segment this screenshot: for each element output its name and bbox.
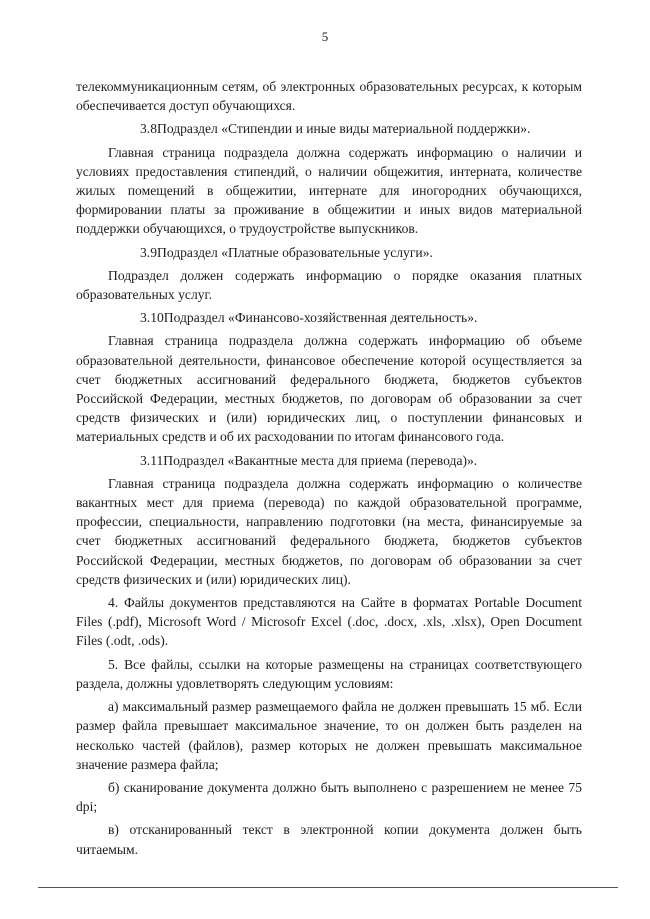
section-number: 3.8 (140, 121, 157, 137)
section-number: 3.9 (140, 244, 157, 260)
section-number: 3.11 (140, 452, 164, 468)
paragraph: Главная страница подраздела должна содержать информацию о наличии и условиях предоставления стипендий, о наличии общежития, интерната, количестве жилых помещений в общежитии, интернате для иногородних обучающихся, формировании платы за проживание в общежитии и иных видов материальной поддержки обучающихся, о трудоустройстве выпускников. (76, 144, 582, 237)
section-title: Подраздел «Вакантные места для приема (перевода)». (163, 452, 478, 468)
section-heading-3-10 (76, 308, 582, 327)
paragraph-subitem-b: б) сканирование документа должно быть выполнено с разрешением не менее 75 dpi; (76, 779, 582, 815)
paragraph-subitem-a: а) максимальный размер размещаемого файла не должен превышать 15 мб. Если размер файла превышает максимальное значение, то он должен быть разделен на несколько частей (файлов), размер которых не должен превышать максимальное значение размера файла; (76, 699, 582, 772)
section-title: Подраздел «Финансово-хозяйственная деятельность». (163, 310, 478, 326)
paragraph: Главная страница подраздела должна содержать информацию о количестве вакантных мест для приема (перевода) по каждой образовательной программе, профессии, специальности, направлению подготовки (на места, финансируемые за счет бюджетных ассигнований федерального бюджета, бюджетов субъектов Российской Федерации, местных бюджетов, по договорам об образовании за счет средств физических и (или) юридических лиц). (76, 475, 582, 587)
paragraph: Подраздел должен содержать информацию о порядке оказания платных образовательных услуг. (76, 267, 582, 303)
section-heading-3-11 (76, 451, 582, 470)
page-body (76, 77, 582, 863)
footer-divider (38, 887, 618, 888)
paragraph-item-4: 4. Файлы документов представляются на Сайте в форматах Portable Document Files (.pdf), Microsoft Word / Microsofr Excel (.doc, .docx, .xls, .xlsx), Open Document Files (.odt, .ods). (76, 595, 582, 649)
paragraph: Главная страница подраздела должна содержать информацию об объеме образовательной деятельности, финансовое обеспечение которой осуществляется за счет бюджетных ассигнований федерального бюджета, бюджетов субъектов Российской Федерации, местных бюджетов, по договорам об образовании за счет средств физических и (или) юридических лиц, о поступлении финансовых и материальных средств и об их расходовании по итогам финансового года. (76, 333, 582, 445)
section-heading-3-9 (76, 243, 582, 262)
section-title: Подраздел «Стипендии и иные виды материальной поддержки». (157, 121, 531, 137)
page-number: 5 (321, 29, 329, 44)
section-number: 3.10 (140, 310, 164, 326)
paragraph-subitem-v: в) отсканированный текст в электронной копии документа должен быть читаемым. (76, 822, 582, 857)
paragraph-item-5: 5. Все файлы, ссылки на которые размещены на страницах соответствующего раздела, должны удовлетворять следующим условиям: (76, 656, 582, 691)
section-title: Подраздел «Платные образовательные услуги». (157, 244, 433, 260)
section-heading-3-8 (76, 119, 582, 138)
paragraph-continuation: телекоммуникационным сетям, об электронных образовательных ресурсах, к которым обеспечивается доступ обучающихся. (76, 79, 582, 114)
